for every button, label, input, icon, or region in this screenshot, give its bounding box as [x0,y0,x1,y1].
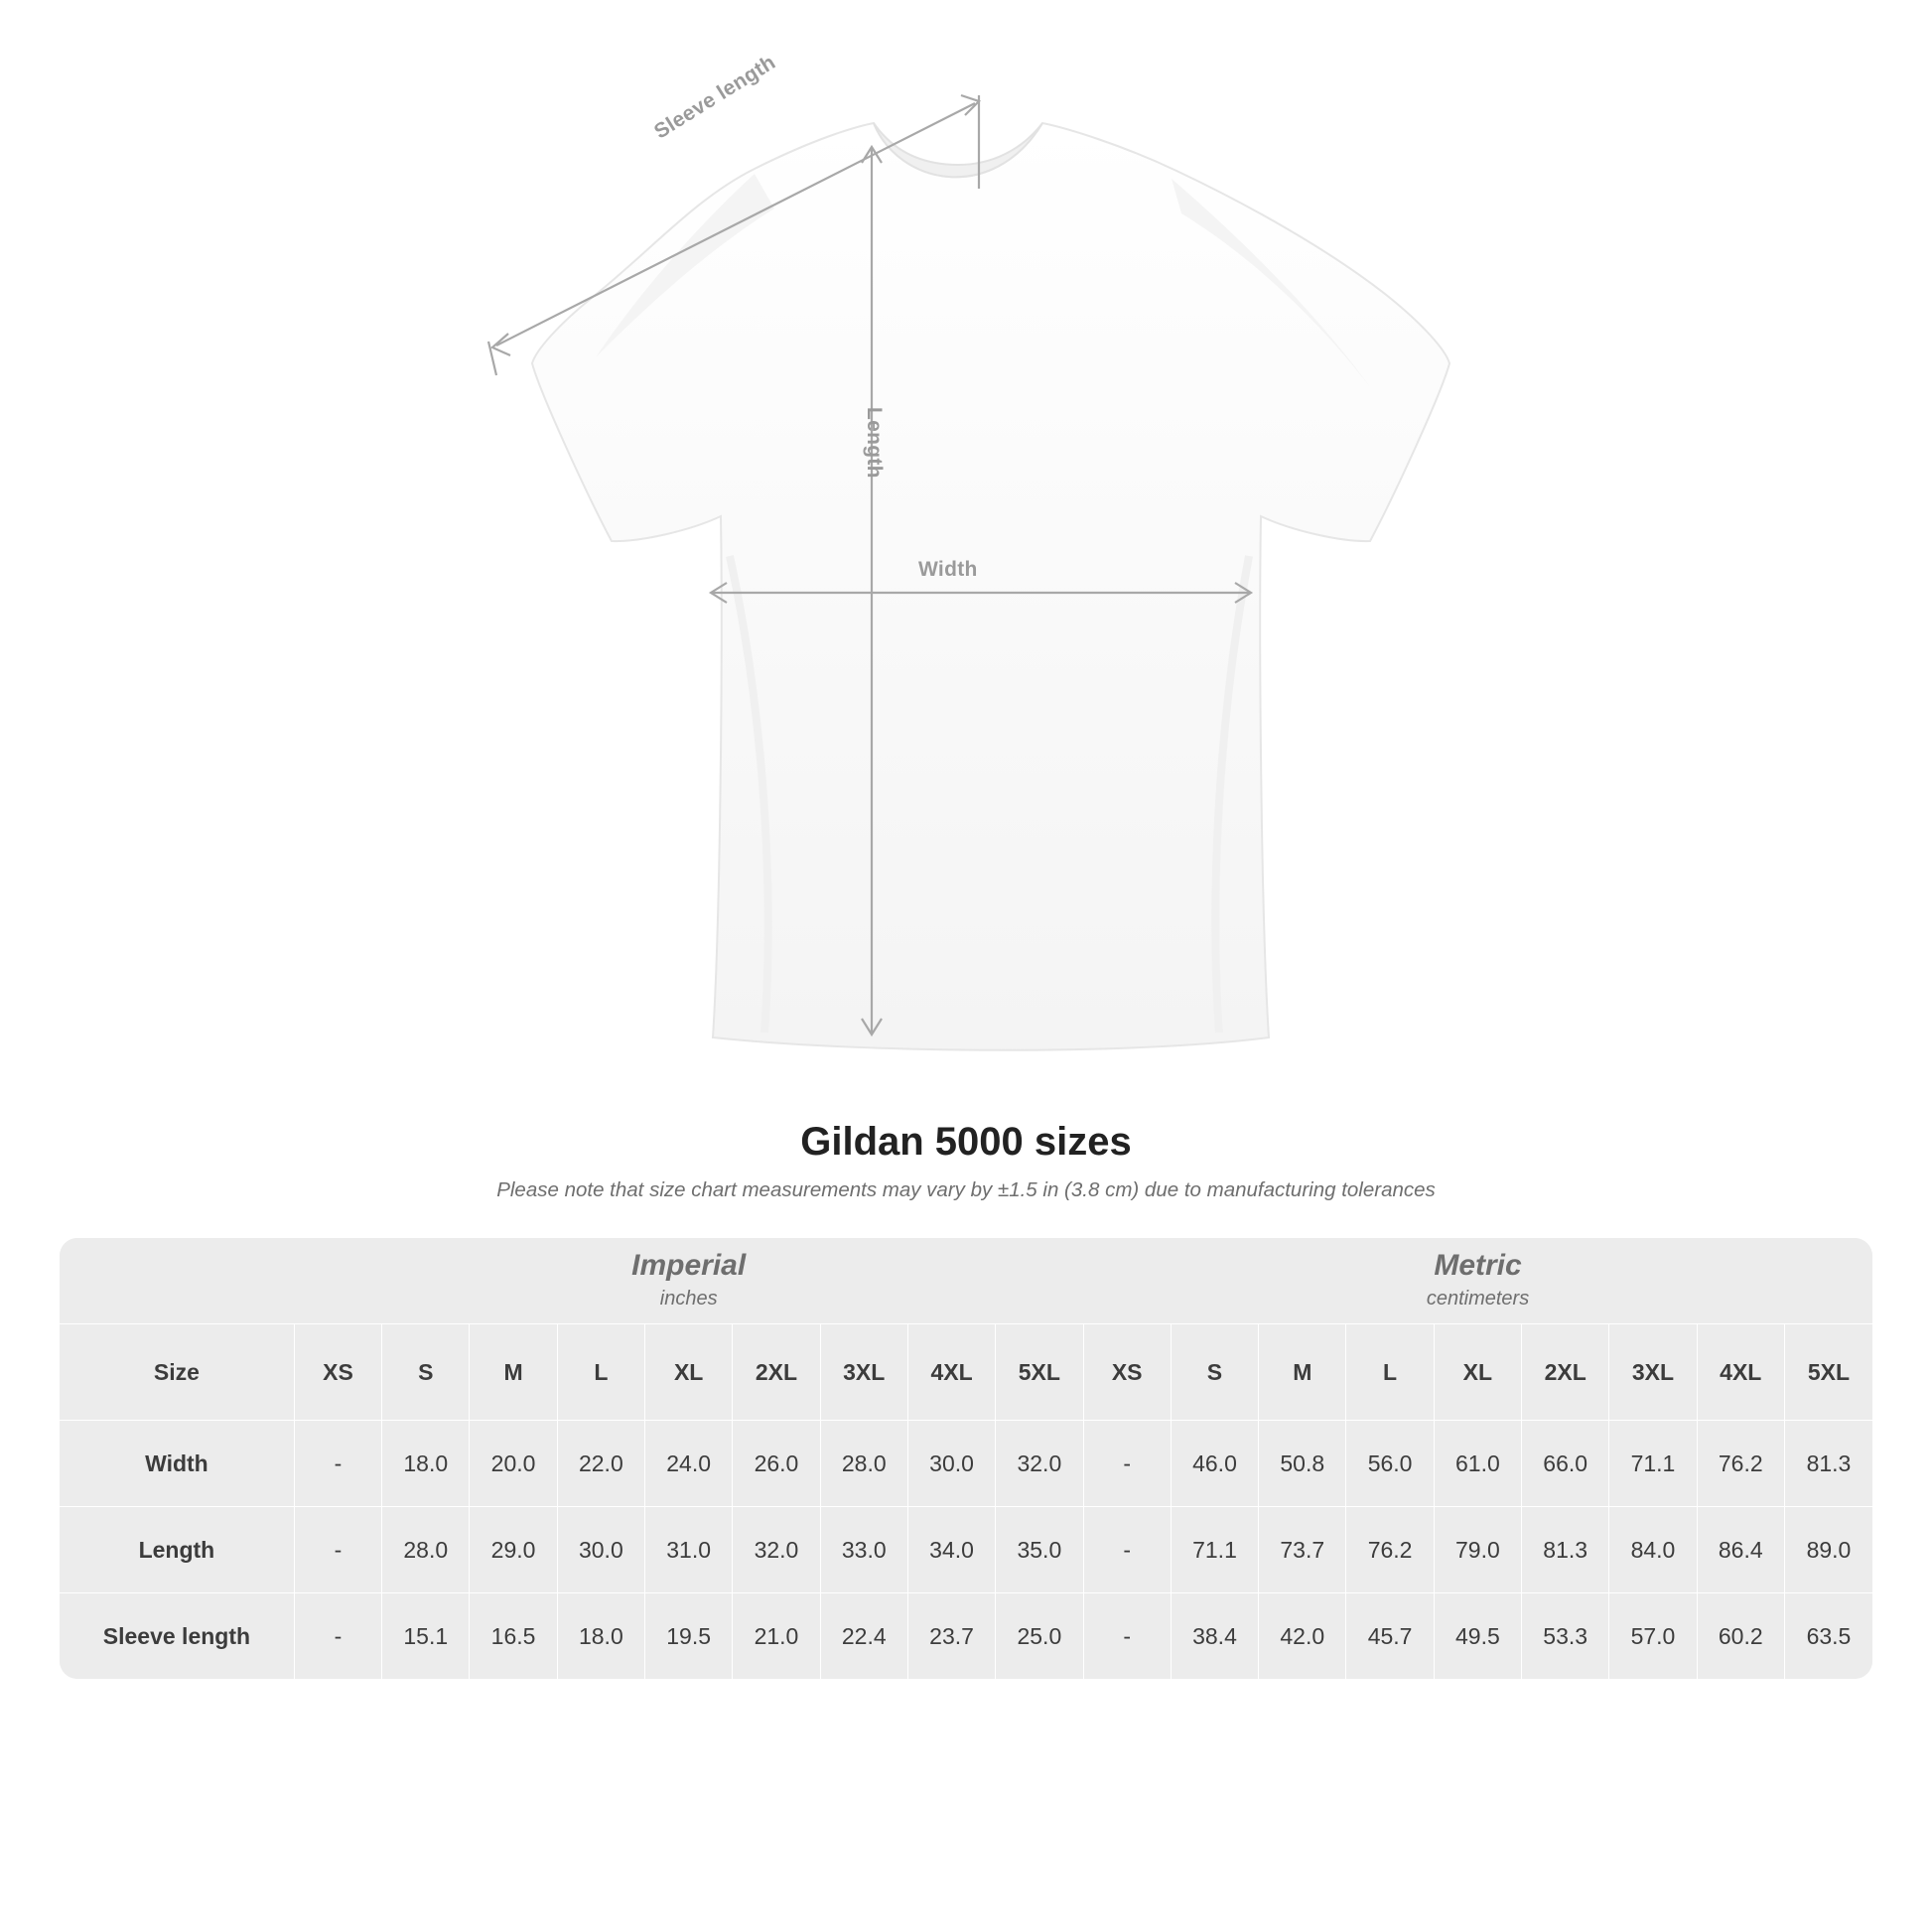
cell-sleeve-length-imperial-5xl: 25.0 [996,1593,1083,1680]
size-column-header-metric-l: L [1346,1324,1434,1421]
cell-length-metric-l: 76.2 [1346,1507,1434,1593]
size-column-header-metric-xs: XS [1083,1324,1171,1421]
width-label: Width [918,558,978,581]
cell-length-metric-5xl: 89.0 [1784,1507,1872,1593]
cell-sleeve-length-metric-5xl: 63.5 [1784,1593,1872,1680]
table-row [60,1593,1872,1680]
chart-heading [0,1120,1932,1202]
cell-width-imperial-5xl: 32.0 [996,1421,1083,1507]
cell-width-metric-xs: - [1083,1421,1171,1507]
sleeve-length-label: Sleeve length [650,51,780,144]
size-column-header-imperial-4xl: 4XL [907,1324,995,1421]
tolerance-note: Please note that size chart measurements may vary by ±1.5 in (3.8 cm) due to manufacturing tolerances [496,1178,1436,1201]
cell-width-metric-2xl: 66.0 [1522,1421,1609,1507]
size-column-header-imperial-3xl: 3XL [820,1324,907,1421]
cell-sleeve-length-imperial-s: 15.1 [382,1593,470,1680]
row-label-sleeve-length: Sleeve length [60,1593,294,1680]
size-column-header-imperial-2xl: 2XL [733,1324,820,1421]
unit-name: Imperial [631,1249,747,1283]
cell-width-metric-4xl: 76.2 [1697,1421,1784,1507]
unit-header-spacer [60,1238,294,1324]
unit-sub: centimeters [1426,1287,1530,1310]
cell-sleeve-length-imperial-xs: - [294,1593,381,1680]
cell-length-imperial-xs: - [294,1507,381,1593]
cell-sleeve-length-metric-xl: 49.5 [1434,1593,1521,1680]
size-column-header-imperial-l: L [557,1324,644,1421]
cell-sleeve-length-metric-4xl: 60.2 [1697,1593,1784,1680]
size-column-header-metric-4xl: 4XL [1697,1324,1784,1421]
size-column-header-metric-s: S [1171,1324,1258,1421]
size-column-header-metric-m: M [1259,1324,1346,1421]
cell-width-imperial-3xl: 28.0 [820,1421,907,1507]
table-row [60,1421,1872,1507]
cell-sleeve-length-metric-xs: - [1083,1593,1171,1680]
unit-sub: inches [659,1287,718,1310]
cell-sleeve-length-imperial-xl: 19.5 [645,1593,733,1680]
cell-width-metric-3xl: 71.1 [1609,1421,1697,1507]
cell-sleeve-length-metric-m: 42.0 [1259,1593,1346,1680]
cell-length-imperial-2xl: 32.0 [733,1507,820,1593]
unit-header-row [60,1238,1872,1324]
cell-width-metric-s: 46.0 [1171,1421,1258,1507]
size-column-header-imperial-s: S [382,1324,470,1421]
table-row [60,1507,1872,1593]
cell-length-imperial-4xl: 34.0 [907,1507,995,1593]
cell-width-metric-l: 56.0 [1346,1421,1434,1507]
cell-length-imperial-3xl: 33.0 [820,1507,907,1593]
cell-length-imperial-xl: 31.0 [645,1507,733,1593]
cell-width-metric-5xl: 81.3 [1784,1421,1872,1507]
cell-length-metric-s: 71.1 [1171,1507,1258,1593]
cell-length-metric-m: 73.7 [1259,1507,1346,1593]
row-label-length: Length [60,1507,294,1593]
cell-length-imperial-l: 30.0 [557,1507,644,1593]
cell-width-imperial-2xl: 26.0 [733,1421,820,1507]
cell-length-imperial-s: 28.0 [382,1507,470,1593]
size-column-header-imperial-xs: XS [294,1324,381,1421]
cell-length-metric-2xl: 81.3 [1522,1507,1609,1593]
unit-name: Metric [1434,1249,1522,1283]
size-header-row [60,1324,1872,1421]
cell-width-imperial-s: 18.0 [382,1421,470,1507]
cell-sleeve-length-imperial-m: 16.5 [470,1593,557,1680]
page-title: Gildan 5000 sizes [800,1120,1132,1164]
unit-header-metric [1083,1238,1872,1324]
cell-width-imperial-m: 20.0 [470,1421,557,1507]
size-header-cell: Size [60,1324,294,1421]
cell-length-metric-4xl: 86.4 [1697,1507,1784,1593]
cell-width-imperial-4xl: 30.0 [907,1421,995,1507]
cell-length-imperial-m: 29.0 [470,1507,557,1593]
size-column-header-metric-2xl: 2XL [1522,1324,1609,1421]
cell-sleeve-length-metric-2xl: 53.3 [1522,1593,1609,1680]
row-label-width: Width [60,1421,294,1507]
cell-sleeve-length-metric-s: 38.4 [1171,1593,1258,1680]
cell-width-imperial-xl: 24.0 [645,1421,733,1507]
cell-sleeve-length-imperial-l: 18.0 [557,1593,644,1680]
size-column-header-metric-5xl: 5XL [1784,1324,1872,1421]
length-label: Length [863,407,886,479]
cell-sleeve-length-metric-l: 45.7 [1346,1593,1434,1680]
size-chart-table [60,1238,1872,1679]
size-column-header-metric-3xl: 3XL [1609,1324,1697,1421]
cell-length-metric-3xl: 84.0 [1609,1507,1697,1593]
size-column-header-imperial-xl: XL [645,1324,733,1421]
size-column-header-imperial-5xl: 5XL [996,1324,1083,1421]
unit-header-imperial [294,1238,1083,1324]
cell-sleeve-length-imperial-4xl: 23.7 [907,1593,995,1680]
size-column-header-metric-xl: XL [1434,1324,1521,1421]
cell-length-metric-xl: 79.0 [1434,1507,1521,1593]
cell-sleeve-length-metric-3xl: 57.0 [1609,1593,1697,1680]
cell-width-imperial-xs: - [294,1421,381,1507]
cell-sleeve-length-imperial-3xl: 22.4 [820,1593,907,1680]
cell-sleeve-length-imperial-2xl: 21.0 [733,1593,820,1680]
cell-length-metric-xs: - [1083,1507,1171,1593]
cell-width-metric-m: 50.8 [1259,1421,1346,1507]
cell-length-imperial-5xl: 35.0 [996,1507,1083,1593]
cell-width-metric-xl: 61.0 [1434,1421,1521,1507]
size-column-header-imperial-m: M [470,1324,557,1421]
cell-width-imperial-l: 22.0 [557,1421,644,1507]
